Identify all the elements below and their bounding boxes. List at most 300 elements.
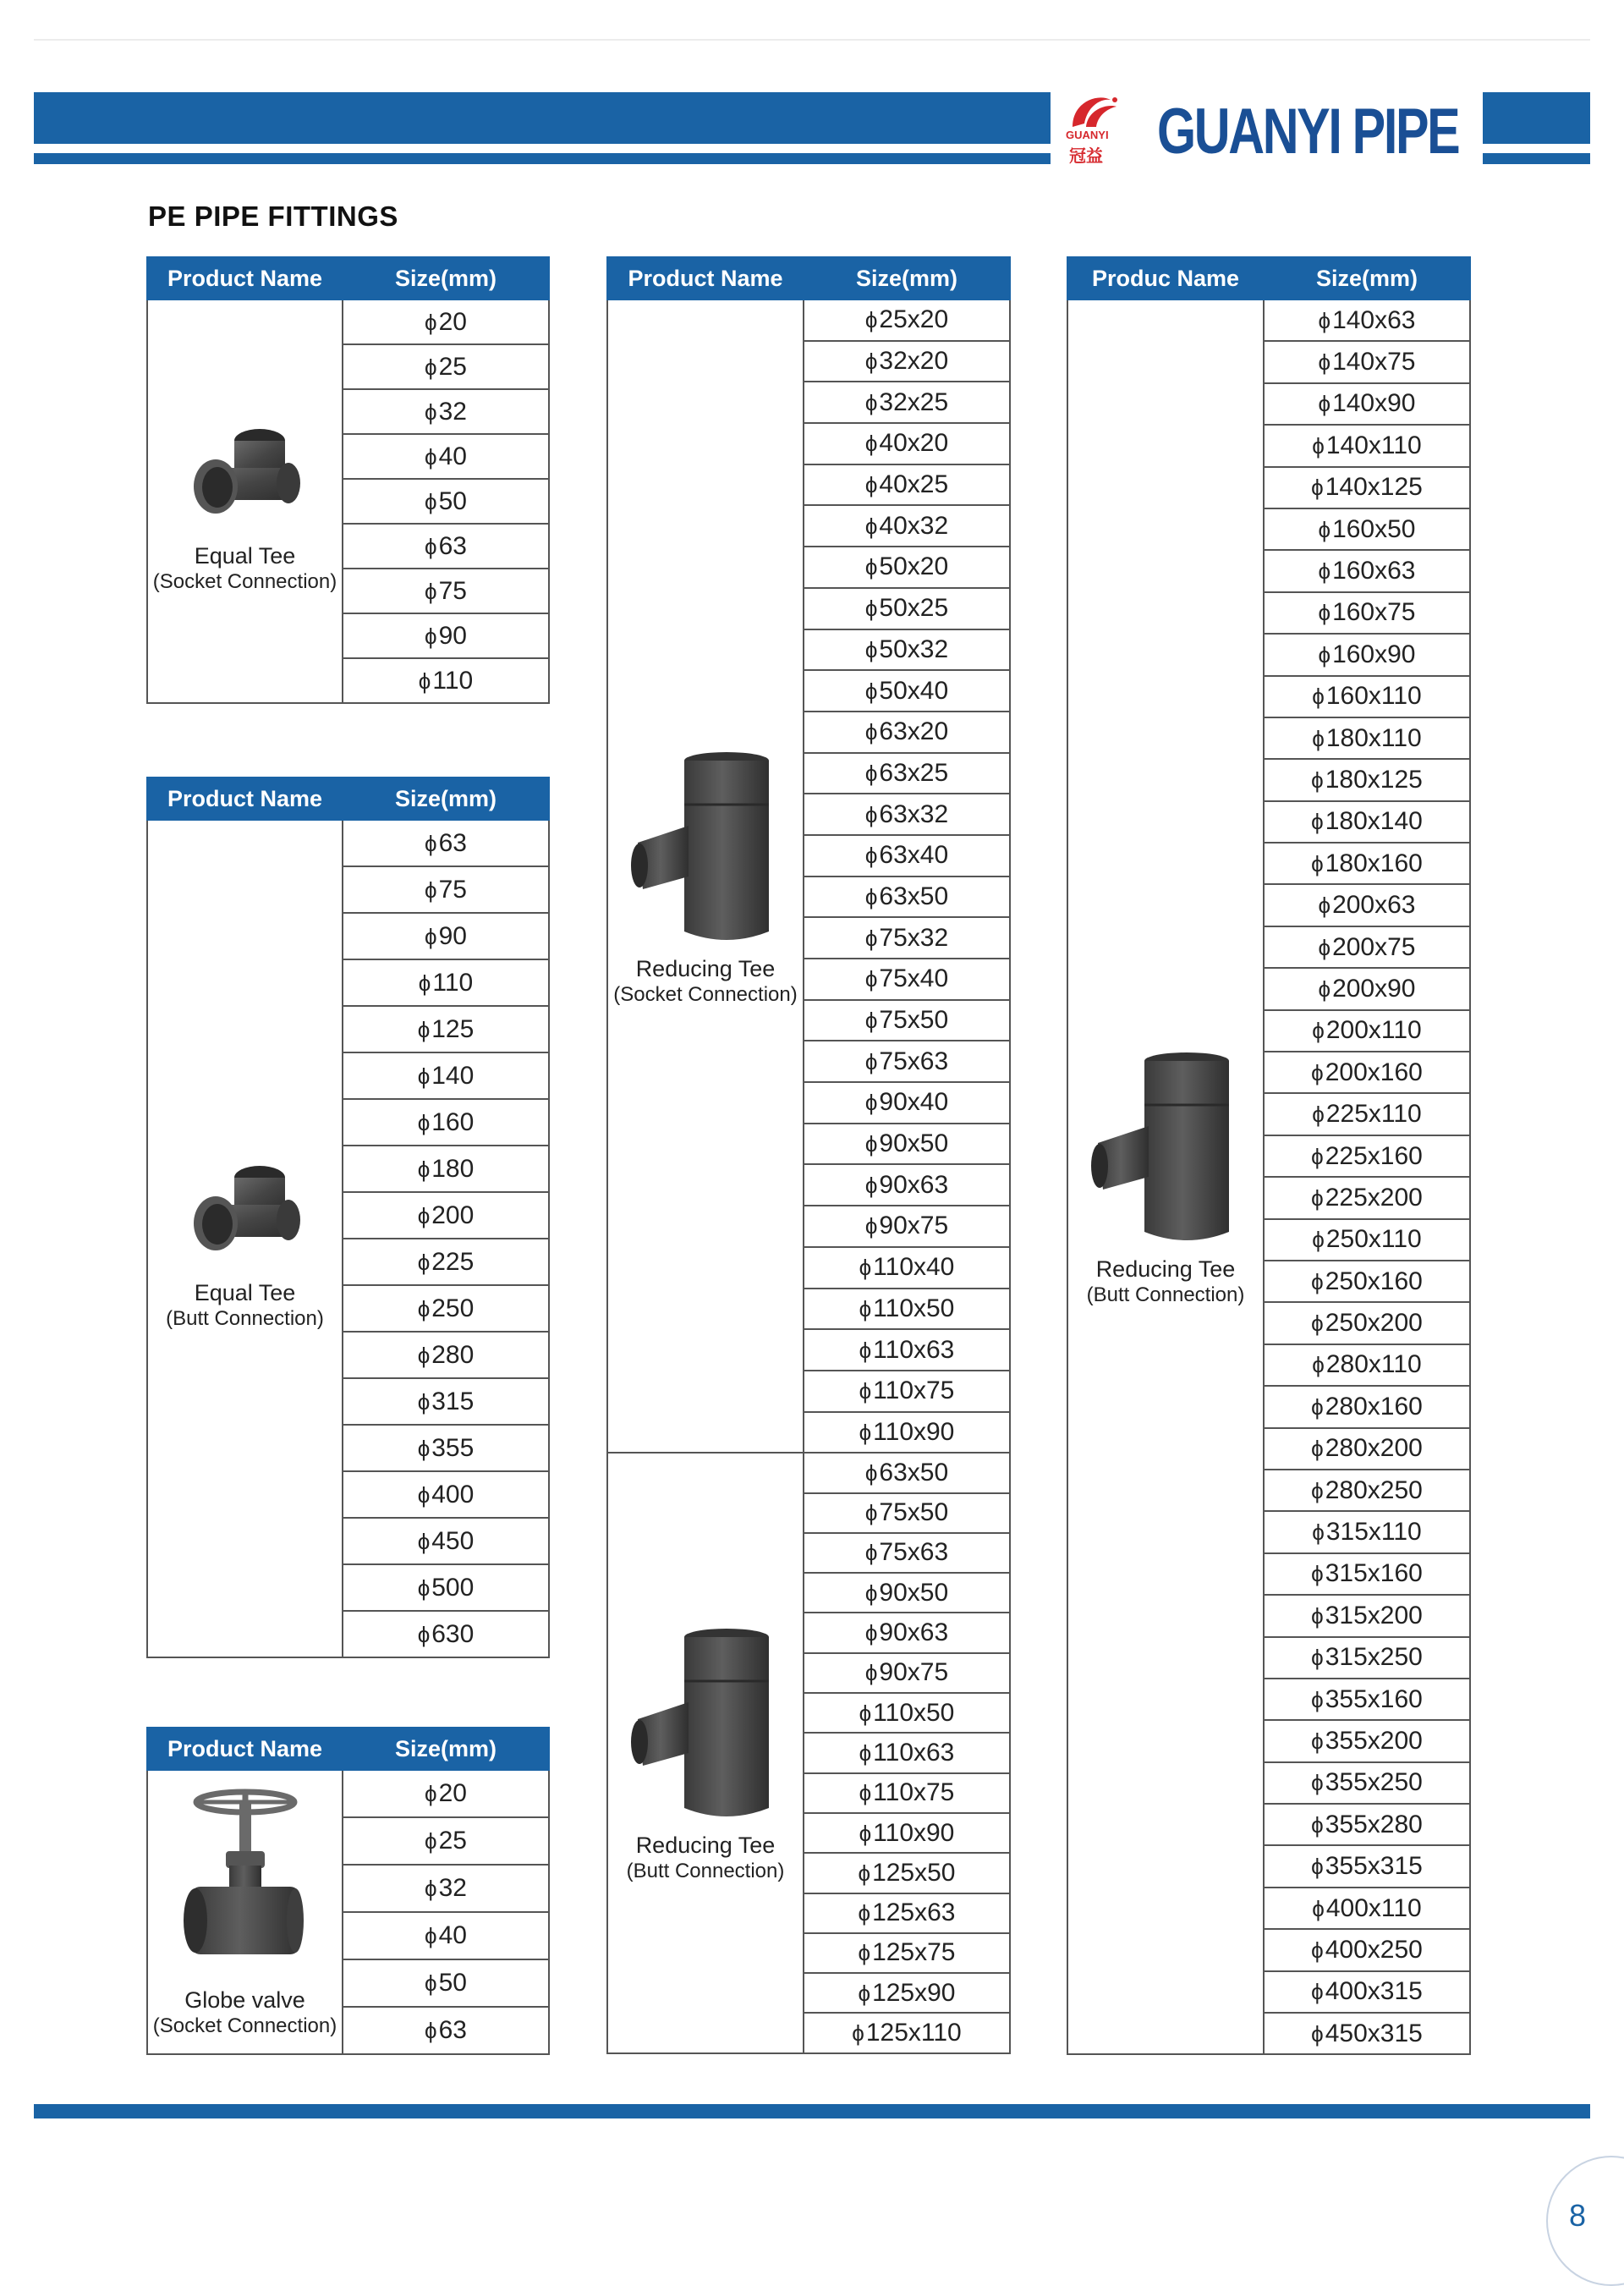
diameter-symbol: ϕ [1311,1979,1324,2005]
diameter-symbol: ϕ [1318,600,1331,626]
size-value: 225x110 [1325,1100,1422,1129]
size-cell [343,389,549,434]
size-cell [343,1817,549,1865]
diameter-symbol: ϕ [417,1342,431,1368]
size-value: 90x50 [879,1129,949,1158]
size-value: 90 [438,921,467,950]
size-value: 160x110 [1325,682,1422,711]
header-band-right-thin [1483,153,1590,164]
diameter-symbol: ϕ [852,2020,864,2047]
size-cell [343,613,549,658]
diameter-symbol: ϕ [418,970,431,996]
size-cell [804,917,1010,959]
size-value: 355x280 [1325,1810,1423,1838]
table-row [607,299,1010,341]
size-value: 63x50 [879,882,949,910]
size-value: 140 [431,1061,475,1090]
size-value: 200x75 [1332,932,1416,961]
size-value: 63x25 [879,758,949,787]
product-name-header: Product Name [147,257,343,299]
size-cell [1264,759,1470,800]
size-cell [343,913,549,959]
size-value: 355 [431,1433,475,1462]
globe-valve-icon [148,1785,342,1987]
size-cell [804,1893,1010,1933]
diameter-symbol: ϕ [425,533,437,559]
diameter-symbol: ϕ [864,389,878,415]
size-value: 110x75 [873,1778,955,1807]
size-cell [804,876,1010,918]
diameter-symbol: ϕ [1311,1645,1324,1671]
size-cell [804,299,1010,341]
size-cell [1264,592,1470,634]
diameter-symbol: ϕ [864,1213,878,1239]
size-value: 40x32 [879,511,949,540]
size-cell [1264,467,1470,508]
size-cell [1264,634,1470,675]
size-cell [1264,1386,1470,1427]
size-value: 250x110 [1325,1225,1422,1254]
top-rule [34,39,1590,41]
diameter-symbol: ϕ [425,876,437,903]
size-value: 90x63 [879,1170,949,1199]
size-value: 50x25 [879,594,949,623]
table-row [147,820,549,866]
product-name-header: Product Name [147,778,343,820]
size-cell [804,753,1010,794]
size-value: 200x160 [1325,1058,1423,1086]
diameter-symbol: ϕ [1311,1811,1324,1838]
size-value: 125x50 [872,1858,956,1887]
size-cell [1264,801,1470,843]
product-cell [147,299,343,703]
product-cell [147,820,343,1657]
size-cell [1264,1302,1470,1344]
diameter-symbol: ϕ [425,1876,437,1901]
size-value: 140x90 [1332,389,1416,418]
size-value: 280x110 [1325,1350,1422,1379]
diameter-symbol: ϕ [864,1580,878,1606]
diameter-symbol: ϕ [417,1481,431,1508]
diameter-symbol: ϕ [1311,1728,1324,1754]
diameter-symbol: ϕ [1311,767,1324,793]
diameter-symbol: ϕ [864,1090,878,1116]
size-value: 50 [438,486,467,515]
diameter-symbol: ϕ [417,1574,431,1601]
size-value: 180x125 [1325,765,1423,794]
diameter-symbol: ϕ [1312,1018,1325,1044]
diameter-symbol: ϕ [864,349,878,375]
diameter-symbol: ϕ [859,1378,872,1404]
size-value: 110x63 [873,1738,955,1767]
diameter-symbol: ϕ [425,443,437,470]
size-cell [804,670,1010,712]
size-cell [343,1052,549,1099]
diameter-symbol: ϕ [858,1940,871,1966]
diameter-symbol: ϕ [1311,1770,1324,1796]
product-cell [1067,299,1264,2054]
size-cell [343,959,549,1006]
size-header: Size(mm) [804,257,1010,299]
diameter-symbol: ϕ [417,1249,431,1275]
size-cell [1264,676,1470,717]
reducing-tee-icon [1068,1046,1263,1256]
size-value: 25 [438,1827,467,1855]
size-cell [1264,1762,1470,1804]
size-value: 75x50 [879,1498,949,1527]
diameter-symbol: ϕ [859,1419,872,1445]
diameter-symbol: ϕ [417,1388,431,1415]
diameter-symbol: ϕ [417,1109,431,1135]
diameter-symbol: ϕ [859,1700,872,1726]
size-cell [343,344,549,389]
size-cell [1264,508,1470,550]
size-value: 110 [432,666,474,695]
size-cell [343,1518,549,1564]
size-value: 225 [431,1247,475,1276]
size-value: 355x250 [1325,1768,1423,1797]
size-value: 75x63 [879,1047,949,1075]
diameter-symbol: ϕ [1318,349,1331,376]
diameter-symbol: ϕ [1311,1311,1324,1337]
size-value: 400x110 [1325,1893,1422,1922]
size-value: 110x50 [873,1294,955,1322]
size-value: 40x25 [879,470,949,499]
size-value: 250x200 [1325,1309,1423,1338]
size-value: 25 [438,352,467,381]
size-cell [343,1192,549,1239]
header-band-thin [34,153,1051,164]
size-cell [804,1973,1010,2013]
size-value: 630 [431,1619,475,1648]
size-value: 110x90 [873,1818,955,1847]
diameter-symbol: ϕ [864,1008,878,1034]
size-cell [343,434,549,479]
size-cell [804,1933,1010,1973]
size-value: 160x50 [1332,514,1416,543]
diameter-symbol: ϕ [864,513,878,539]
size-cell [343,1912,549,1959]
size-cell [1264,1553,1470,1595]
product-connection: (Socket Connection) [152,569,337,593]
size-value: 75x63 [879,1538,949,1567]
size-value: 90x75 [879,1212,949,1240]
diameter-symbol: ϕ [864,1500,878,1526]
size-cell [804,1693,1010,1733]
size-value: 400 [431,1480,475,1508]
size-cell [1264,299,1470,341]
size-cell [343,299,549,344]
diameter-symbol: ϕ [864,307,878,333]
brand-name: GUANYI PIPE [1157,96,1459,168]
size-value: 110x90 [873,1417,955,1446]
size-cell [804,1164,1010,1206]
size-value: 200 [431,1201,475,1229]
size-value: 75x40 [879,964,949,993]
size-cell [343,1611,549,1657]
size-cell [804,1573,1010,1613]
diameter-symbol: ϕ [1311,2020,1324,2047]
size-header: Size(mm) [343,257,549,299]
size-cell [1264,1052,1470,1093]
size-cell [1264,1971,1470,2013]
diameter-symbol: ϕ [1311,1393,1324,1420]
size-cell [804,835,1010,876]
size-cell [1264,1219,1470,1261]
size-cell [343,1285,549,1332]
size-value: 20 [438,307,467,336]
size-cell [1264,1845,1470,1887]
product-name-header: Product Name [607,257,804,299]
size-cell [804,629,1010,671]
diameter-symbol: ϕ [864,883,878,909]
diameter-symbol: ϕ [858,1900,871,1926]
size-cell [804,505,1010,547]
spec-table [146,777,550,1658]
diameter-symbol: ϕ [417,1621,431,1647]
size-cell [1264,968,1470,1009]
diameter-symbol: ϕ [1318,975,1331,1002]
diameter-symbol: ϕ [864,1048,878,1074]
size-cell [1264,1929,1470,1970]
size-cell [1264,1679,1470,1720]
size-value: 280x250 [1325,1475,1423,1504]
diameter-symbol: ϕ [864,1540,878,1566]
diameter-symbol: ϕ [425,1828,437,1854]
diameter-symbol: ϕ [864,472,878,498]
product-connection: (Butt Connection) [166,1307,324,1330]
size-value: 315x110 [1325,1518,1422,1547]
diameter-symbol: ϕ [864,431,878,457]
diameter-symbol: ϕ [1312,1519,1325,1546]
spec-table [146,256,550,704]
diameter-symbol: ϕ [1312,1102,1325,1128]
size-cell [804,1773,1010,1813]
size-cell [804,588,1010,629]
size-value: 25x20 [879,305,949,334]
product-cell [147,1770,343,2054]
table-row [147,299,549,344]
product-cell [607,1453,804,2052]
size-value: 110 [432,968,474,997]
size-value: 63 [438,828,467,857]
size-value: 315 [431,1387,475,1415]
size-cell [343,1099,549,1146]
size-cell [343,1471,549,1518]
size-value: 110x50 [873,1698,955,1727]
size-cell [804,341,1010,382]
diameter-symbol: ϕ [859,1337,872,1363]
product-connection: (Socket Connection) [613,982,798,1006]
diameter-symbol: ϕ [425,1923,437,1948]
diameter-symbol: ϕ [864,636,878,662]
size-value: 200x63 [1332,891,1416,920]
size-cell [343,866,549,913]
size-value: 32x25 [879,387,949,416]
product-connection: (Socket Connection) [152,2014,337,2037]
size-value: 110x63 [873,1335,955,1364]
size-cell [1264,1428,1470,1470]
size-cell [804,1247,1010,1289]
diameter-symbol: ϕ [1311,1184,1324,1211]
size-value: 280x160 [1325,1392,1423,1421]
size-value: 63x32 [879,800,949,828]
diameter-symbol: ϕ [858,1980,871,2006]
size-cell [804,1613,1010,1652]
logo-small-cn: 冠益 [1069,147,1103,166]
product-name: Equal Tee [194,1280,296,1305]
diameter-symbol: ϕ [1311,1686,1324,1712]
product-name: Reducing Tee [635,1832,776,1858]
size-cell [1264,383,1470,425]
size-cell [804,1453,1010,1492]
size-cell [1264,926,1470,968]
diameter-symbol: ϕ [864,719,878,745]
size-cell [804,1124,1010,1165]
section-title: PE PIPE FITTINGS [148,201,398,232]
diameter-symbol: ϕ [425,923,437,949]
size-cell [1264,1093,1470,1135]
size-value: 140x75 [1332,348,1416,376]
size-value: 32 [438,1874,467,1902]
size-cell [1264,425,1470,466]
size-value: 50 [438,1969,467,1997]
diameter-symbol: ϕ [864,760,878,786]
diameter-symbol: ϕ [1311,1561,1324,1587]
size-cell [1264,1344,1470,1386]
size-value: 75 [438,875,467,904]
diameter-symbol: ϕ [1311,1268,1324,1294]
size-value: 315x250 [1325,1643,1423,1672]
size-value: 315x160 [1325,1559,1423,1588]
size-value: 125x110 [865,2019,962,2047]
size-value: 355x160 [1325,1684,1423,1713]
diameter-symbol: ϕ [418,668,431,694]
diameter-symbol: ϕ [864,966,878,992]
size-cell [804,1733,1010,1772]
diameter-symbol: ϕ [425,354,437,380]
size-cell [804,2013,1010,2052]
size-value: 63x20 [879,717,949,746]
size-value: 75 [438,576,467,605]
size-cell [804,1000,1010,1041]
spec-table [606,256,1011,2054]
reducing-tee-icon [608,1622,803,1832]
size-value: 90x63 [879,1618,949,1647]
diameter-symbol: ϕ [1312,725,1325,751]
diameter-symbol: ϕ [417,1063,431,1089]
size-cell [804,1041,1010,1082]
size-value: 40 [438,1921,467,1949]
size-cell [804,794,1010,835]
spec-table [146,1727,550,2055]
size-value: 63 [438,2016,467,2044]
size-value: 250x160 [1325,1267,1423,1295]
size-value: 400x315 [1325,1977,1423,2006]
size-cell [1264,341,1470,382]
size-value: 225x200 [1325,1183,1423,1212]
size-value: 180 [431,1154,475,1183]
size-cell [343,569,549,613]
size-cell [1264,1010,1470,1052]
equal-tee-icon [148,1146,342,1279]
size-cell [804,423,1010,464]
size-value: 160x63 [1332,557,1416,585]
diameter-symbol: ϕ [864,1459,878,1486]
size-header: Size(mm) [343,778,549,820]
size-cell [804,1082,1010,1124]
diameter-symbol: ϕ [1311,1143,1324,1169]
diameter-symbol: ϕ [417,1528,431,1554]
product-name: Equal Tee [194,542,296,569]
size-value: 400x250 [1325,1935,1423,1964]
size-value: 450x315 [1325,2019,1423,2047]
footer-band [34,2104,1590,2118]
diameter-symbol: ϕ [1318,641,1331,668]
size-cell [343,1146,549,1192]
size-cell [804,1533,1010,1573]
size-value: 90x50 [879,1578,949,1607]
size-value: 110x75 [873,1377,955,1405]
size-cell [804,1493,1010,1533]
size-cell [343,1770,549,1817]
table-row [607,1453,1010,1492]
size-cell [804,382,1010,423]
diameter-symbol: ϕ [1311,1059,1324,1085]
size-cell [1264,1595,1470,1636]
size-cell [1264,843,1470,884]
diameter-symbol: ϕ [417,1016,431,1042]
diameter-symbol: ϕ [859,1739,872,1766]
size-cell [343,1959,549,2007]
diameter-symbol: ϕ [1311,1937,1324,1963]
diameter-symbol: ϕ [858,1860,871,1886]
size-value: 180x160 [1325,849,1423,877]
size-value: 50x32 [879,635,949,663]
size-cell [804,959,1010,1000]
brand-logo [1064,93,1470,168]
size-cell [343,1239,549,1285]
diameter-symbol: ϕ [864,843,878,869]
diameter-symbol: ϕ [1311,1602,1324,1629]
size-value: 125 [431,1014,475,1043]
size-cell [804,1813,1010,1853]
size-value: 50x20 [879,552,949,581]
diameter-symbol: ϕ [859,1820,872,1846]
size-value: 160x75 [1332,598,1416,627]
product-connection: (Butt Connection) [1086,1283,1245,1307]
diameter-symbol: ϕ [864,678,878,704]
size-cell [1264,1720,1470,1761]
size-cell [1264,550,1470,591]
size-cell [1264,1637,1470,1679]
size-cell [804,1329,1010,1371]
size-cell [804,1653,1010,1693]
size-value: 160 [431,1107,475,1136]
diameter-symbol: ϕ [864,1660,878,1686]
size-value: 125x63 [872,1899,956,1927]
diameter-symbol: ϕ [864,596,878,622]
size-cell [804,1412,1010,1453]
size-value: 355x315 [1325,1852,1423,1881]
size-cell [804,464,1010,506]
diameter-symbol: ϕ [417,1156,431,1182]
diameter-symbol: ϕ [1311,1477,1324,1503]
size-value: 40 [438,442,467,470]
size-cell [804,1853,1010,1893]
size-cell [804,1289,1010,1330]
equal-tee-icon [148,409,342,542]
